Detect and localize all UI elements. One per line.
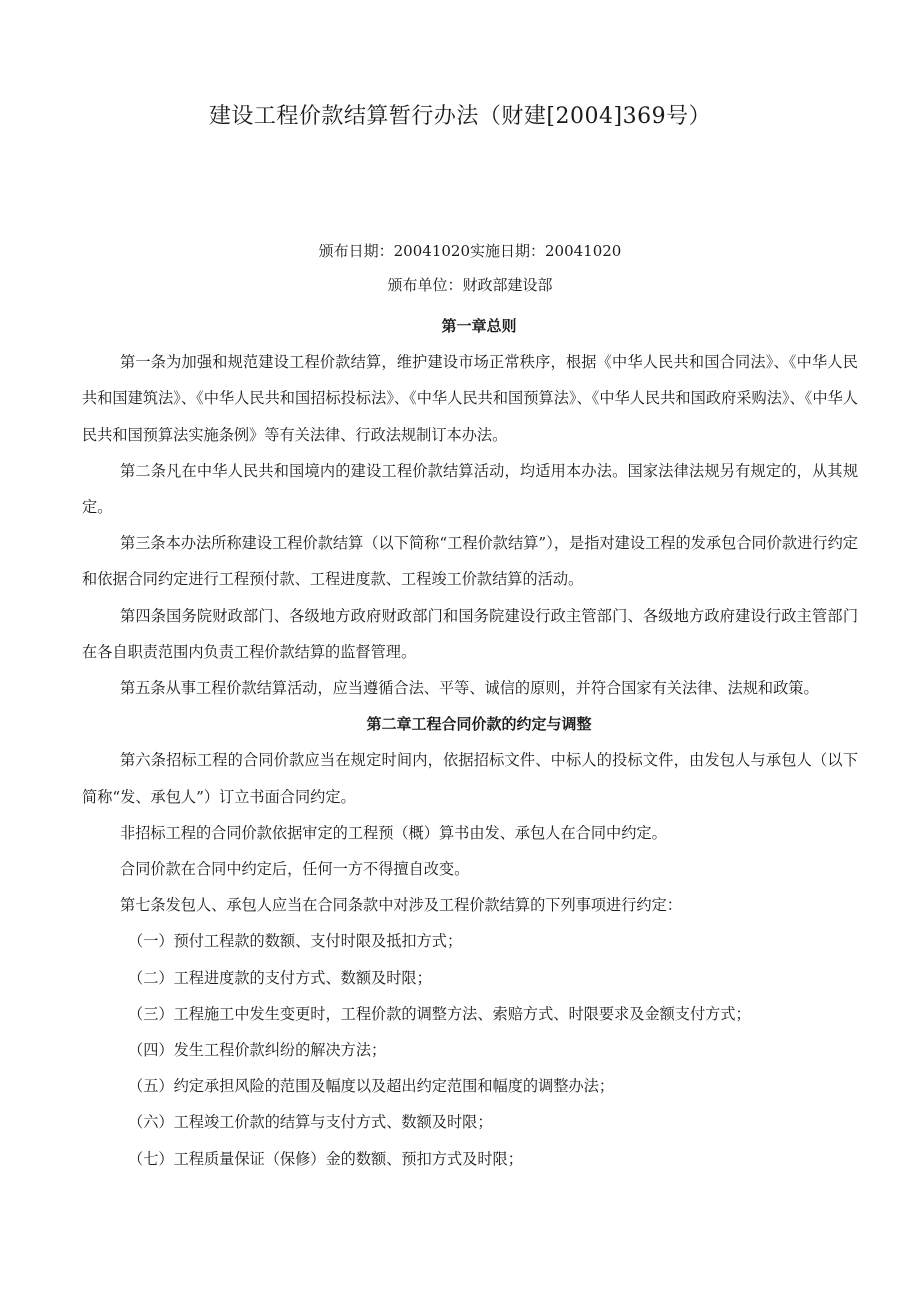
article-7-item-1: （一）预付工程款的数额、支付时限及抵扣方式； — [128, 932, 463, 951]
article-7-item-2: （二）工程进度款的支付方式、数额及时限； — [128, 968, 432, 987]
article-2: 第二条凡在中华人民共和国境内的建设工程价款结算活动，均适用本办法。国家法律法规另有规定的，从其规定。 — [82, 461, 858, 517]
chapter-1-heading: 第一章总则 — [441, 317, 517, 335]
non-bid-contract-line: 非招标工程的合同价款依据审定的工程预（概）算书由发、承包人在合同中约定。 — [120, 823, 667, 842]
article-7: 第七条发包人、承包人应当在合同条款中对涉及工程价款结算的下列事项进行约定： — [120, 896, 682, 915]
issuer-line: 颁布单位：财政部建设部 — [387, 276, 553, 294]
article-5: 第五条从事工程价款结算活动，应当遵循合法、平等、诚信的原则，并符合国家有关法律、法规和政策。 — [120, 679, 819, 698]
article-1: 第一条为加强和规范建设工程价款结算，维护建设市场正常秩序，根据《中华人民共和国合同法》、《中华人民共和国建筑法》、《中华人民共和国招标投标法》、《中华人民共和国预算法》、《中华人民共和国政府采购法》、《中华人民共和国预算法实施条例》等有关法律、行政法规制订本办法。 — [82, 353, 858, 444]
article-7-item-6: （六）工程竣工价款的结算与支付方式、数额及时限； — [128, 1113, 493, 1132]
article-7-item-5: （五）约定承担风险的范围及幅度以及超出约定范围和幅度的调整办法； — [128, 1077, 614, 1096]
document-body — [82, 308, 858, 1177]
issue-date-line: 颁布日期：20041020实施日期：20041020 — [318, 242, 622, 260]
article-7-item-7: （七）工程质量保证（保修）金的数额、预扣方式及时限； — [128, 1149, 523, 1168]
article-7-item-4: （四）发生工程价款纠纷的解决方法； — [128, 1041, 387, 1060]
article-3: 第三条本办法所称建设工程价款结算（以下简称“工程价款结算”），是指对建设工程的发承包合同价款进行约定和依据合同约定进行工程预付款、工程进度款、工程竣工价款结算的活动。 — [82, 534, 858, 589]
chapter-2-heading: 第二章工程合同价款的约定与调整 — [366, 715, 592, 734]
document-title: 建设工程价款结算暂行办法（财建[2004]369号） — [208, 104, 712, 129]
article-6: 第六条招标工程的合同价款应当在规定时间内，依据招标文件、中标人的投标文件，由发包人与承包人（以下简称“发、承包人”）订立书面合同约定。 — [82, 751, 858, 806]
article-4: 第四条国务院财政部门、各级地方政府财政部门和国务院建设行政主管部门、各级地方政府建设行政主管部门在各自职责范围内负责工程价款结算的监督管理。 — [82, 606, 858, 661]
article-7-item-3: （三）工程施工中发生变更时，工程价款的调整方法、索赔方式、时限要求及金额支付方式； — [128, 1004, 751, 1023]
no-change-line: 合同价款在合同中约定后，任何一方不得擅自改变。 — [120, 860, 470, 879]
